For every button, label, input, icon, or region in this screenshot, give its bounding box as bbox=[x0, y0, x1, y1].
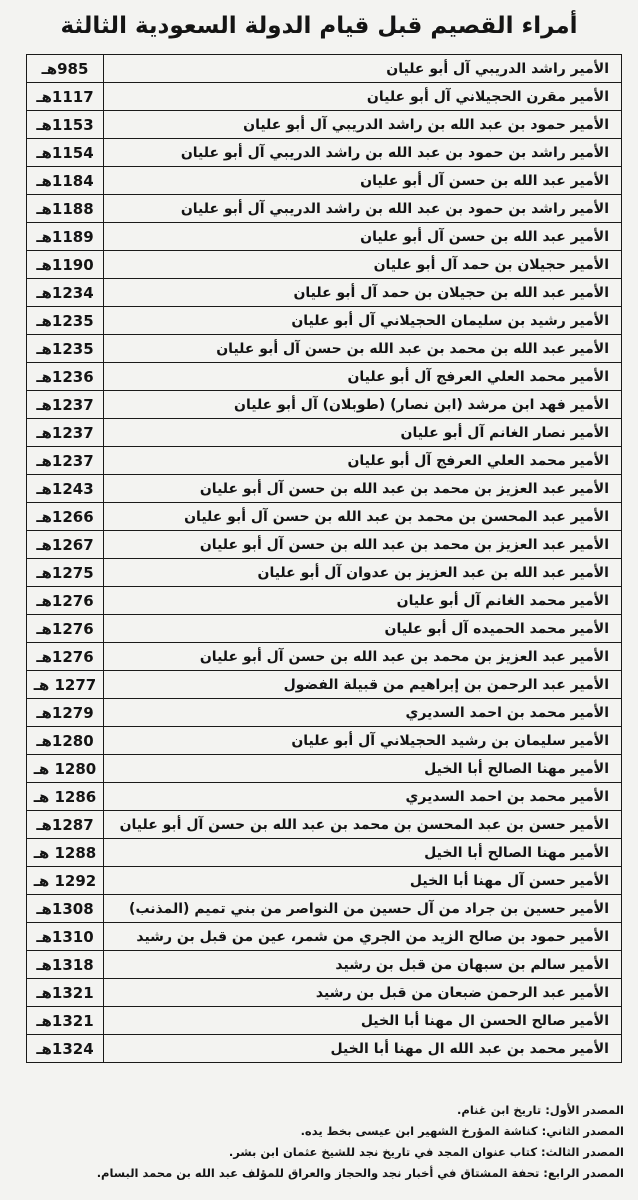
table-row bbox=[27, 447, 622, 475]
emir-year: 1279هـ bbox=[27, 699, 104, 727]
emir-year: 1235هـ bbox=[27, 335, 104, 363]
emir-year: 1276هـ bbox=[27, 643, 104, 671]
table-row bbox=[27, 531, 622, 559]
emir-name: الأمير نصار الغانم آل أبو عليان bbox=[104, 419, 622, 447]
table-row bbox=[27, 615, 622, 643]
emir-name: الأمير عبد المحسن بن محمد بن عبد الله بن حسن آل أبو عليان bbox=[104, 503, 622, 531]
table-row bbox=[27, 335, 622, 363]
emir-name: الأمير صالح الحسن ال مهنا أبا الخيل bbox=[104, 1007, 622, 1035]
emir-name: الأمير مقرن الحجيلاني آل أبو عليان bbox=[104, 83, 622, 111]
emir-name: الأمير مهنا الصالح أبا الخيل bbox=[104, 839, 622, 867]
emir-year: 1189هـ bbox=[27, 223, 104, 251]
table-row bbox=[27, 979, 622, 1007]
emir-year: 1277 هـ bbox=[27, 671, 104, 699]
emir-year: 985هـ bbox=[27, 55, 104, 83]
table-row bbox=[27, 671, 622, 699]
emirs-table bbox=[26, 54, 622, 1063]
emir-name: الأمير راشد بن حمود بن عبد الله بن راشد الدريبي آل أبو عليان bbox=[104, 195, 622, 223]
table-row bbox=[27, 139, 622, 167]
emir-name: الأمير عبد الله بن محمد بن عبد الله بن حسن آل أبو عليان bbox=[104, 335, 622, 363]
emir-year: 1321هـ bbox=[27, 1007, 104, 1035]
emir-year: 1266هـ bbox=[27, 503, 104, 531]
emir-name: الأمير راشد الدريبي آل أبو عليان bbox=[104, 55, 622, 83]
source-line: المصدر الرابع: تحفة المشتاق في أخبار نجد والحجاز والعراق للمؤلف عبد الله بن محمد البسام. bbox=[96, 1166, 624, 1180]
table-row bbox=[27, 1035, 622, 1063]
emir-year: 1237هـ bbox=[27, 419, 104, 447]
emir-year: 1234هـ bbox=[27, 279, 104, 307]
table-row bbox=[27, 923, 622, 951]
emir-year: 1243هـ bbox=[27, 475, 104, 503]
table-row bbox=[27, 419, 622, 447]
emir-name: الأمير محمد بن عبد الله ال مهنا أبا الخيل bbox=[104, 1035, 622, 1063]
emir-year: 1190هـ bbox=[27, 251, 104, 279]
emir-year: 1117هـ bbox=[27, 83, 104, 111]
emir-year: 1308هـ bbox=[27, 895, 104, 923]
emir-name: الأمير محمد العلي العرفج آل أبو عليان bbox=[104, 363, 622, 391]
table-row bbox=[27, 727, 622, 755]
emir-name: الأمير عبد الله بن حسن آل أبو عليان bbox=[104, 223, 622, 251]
source-line: المصدر الأول: تاريخ ابن غنام. bbox=[457, 1103, 624, 1117]
emir-name: الأمير محمد العلي العرفج آل أبو عليان bbox=[104, 447, 622, 475]
table-row bbox=[27, 195, 622, 223]
emir-year: 1184هـ bbox=[27, 167, 104, 195]
table-row bbox=[27, 755, 622, 783]
emir-name: الأمير محمد بن احمد السديري bbox=[104, 783, 622, 811]
table-row bbox=[27, 643, 622, 671]
table-row bbox=[27, 867, 622, 895]
emir-name: الأمير محمد الحميده آل أبو عليان bbox=[104, 615, 622, 643]
emir-year: 1276هـ bbox=[27, 587, 104, 615]
source-line: المصدر الثاني: كناشة المؤرخ الشهير ابن عيسى بخط يده. bbox=[300, 1124, 624, 1138]
table-row bbox=[27, 559, 622, 587]
table-row bbox=[27, 55, 622, 83]
table-row bbox=[27, 951, 622, 979]
table-row bbox=[27, 391, 622, 419]
table-row bbox=[27, 475, 622, 503]
emir-name: الأمير عبد الرحمن بن إبراهيم من قبيلة الفضول bbox=[104, 671, 622, 699]
emir-name: الأمير عبد العزيز بن محمد بن عبد الله بن حسن آل أبو عليان bbox=[104, 643, 622, 671]
emirs-table-body bbox=[27, 55, 622, 1063]
emir-name: الأمير فهد ابن مرشد (ابن نصار) (طوبلان) آل أبو عليان bbox=[104, 391, 622, 419]
emir-name: الأمير عبد العزيز بن محمد بن عبد الله بن حسن آل أبو عليان bbox=[104, 531, 622, 559]
emir-name: الأمير محمد بن احمد السديري bbox=[104, 699, 622, 727]
emir-name: الأمير حسن آل مهنا أبا الخيل bbox=[104, 867, 622, 895]
emir-year: 1280 هـ bbox=[27, 755, 104, 783]
emir-year: 1321هـ bbox=[27, 979, 104, 1007]
emir-year: 1237هـ bbox=[27, 391, 104, 419]
table-row bbox=[27, 699, 622, 727]
emir-year: 1188هـ bbox=[27, 195, 104, 223]
emir-name: الأمير سليمان بن رشيد الحجيلاني آل أبو عليان bbox=[104, 727, 622, 755]
emir-year: 1310هـ bbox=[27, 923, 104, 951]
emir-year: 1237هـ bbox=[27, 447, 104, 475]
table-row bbox=[27, 895, 622, 923]
emir-name: الأمير حجيلان بن حمد آل أبو عليان bbox=[104, 251, 622, 279]
emir-name: الأمير عبد الرحمن ضبعان من قبل بن رشيد bbox=[104, 979, 622, 1007]
emir-year: 1286 هـ bbox=[27, 783, 104, 811]
table-row bbox=[27, 363, 622, 391]
source-line: المصدر الثالث: كتاب عنوان المجد في تاريخ نجد للشيخ عثمان ابن بشر. bbox=[228, 1145, 624, 1159]
emir-year: 1153هـ bbox=[27, 111, 104, 139]
table-row bbox=[27, 83, 622, 111]
emir-name: الأمير حمود بن صالح الزيد من الجري من شمر، عين من قبل بن رشيد bbox=[104, 923, 622, 951]
table-row bbox=[27, 251, 622, 279]
emir-year: 1267هـ bbox=[27, 531, 104, 559]
emir-year: 1276هـ bbox=[27, 615, 104, 643]
emir-year: 1318هـ bbox=[27, 951, 104, 979]
emir-name: الأمير عبد الله بن حسن آل أبو عليان bbox=[104, 167, 622, 195]
emir-name: الأمير عبد العزيز بن محمد بن عبد الله بن حسن آل أبو عليان bbox=[104, 475, 622, 503]
emir-year: 1288 هـ bbox=[27, 839, 104, 867]
emir-name: الأمير عبد الله بن حجيلان بن حمد آل أبو عليان bbox=[104, 279, 622, 307]
emir-year: 1154هـ bbox=[27, 139, 104, 167]
sources-list bbox=[24, 1100, 624, 1184]
emir-year: 1235هـ bbox=[27, 307, 104, 335]
table-row bbox=[27, 839, 622, 867]
emir-name: الأمير سالم بن سبهان من قبل بن رشيد bbox=[104, 951, 622, 979]
emir-name: الأمير حمود بن عبد الله بن راشد الدريبي آل أبو عليان bbox=[104, 111, 622, 139]
emir-name: الأمير مهنا الصالح أبا الخيل bbox=[104, 755, 622, 783]
table-row bbox=[27, 1007, 622, 1035]
emir-name: الأمير حسين بن جراد من آل حسين من النواصر من بني تميم (المذنب) bbox=[104, 895, 622, 923]
emir-name: الأمير راشد بن حمود بن عبد الله بن راشد الدريبي آل أبو عليان bbox=[104, 139, 622, 167]
emir-year: 1236هـ bbox=[27, 363, 104, 391]
table-row bbox=[27, 279, 622, 307]
emir-year: 1292 هـ bbox=[27, 867, 104, 895]
page-title: أمراء القصيم قبل قيام الدولة السعودية الثالثة bbox=[60, 13, 578, 39]
table-row bbox=[27, 167, 622, 195]
emir-name: الأمير رشيد بن سليمان الحجيلاني آل أبو عليان bbox=[104, 307, 622, 335]
emir-year: 1275هـ bbox=[27, 559, 104, 587]
emir-name: الأمير حسن بن عبد المحسن بن محمد بن عبد الله بن حسن آل أبو عليان bbox=[104, 811, 622, 839]
emir-name: الأمير عبد الله بن عبد العزيز بن عدوان آل أبو عليان bbox=[104, 559, 622, 587]
table-row bbox=[27, 223, 622, 251]
emir-name: الأمير محمد الغانم آل أبو عليان bbox=[104, 587, 622, 615]
table-row bbox=[27, 783, 622, 811]
table-row bbox=[27, 587, 622, 615]
table-row bbox=[27, 811, 622, 839]
emir-year: 1324هـ bbox=[27, 1035, 104, 1063]
table-row bbox=[27, 307, 622, 335]
emir-year: 1280هـ bbox=[27, 727, 104, 755]
table-row bbox=[27, 111, 622, 139]
emir-year: 1287هـ bbox=[27, 811, 104, 839]
table-row bbox=[27, 503, 622, 531]
